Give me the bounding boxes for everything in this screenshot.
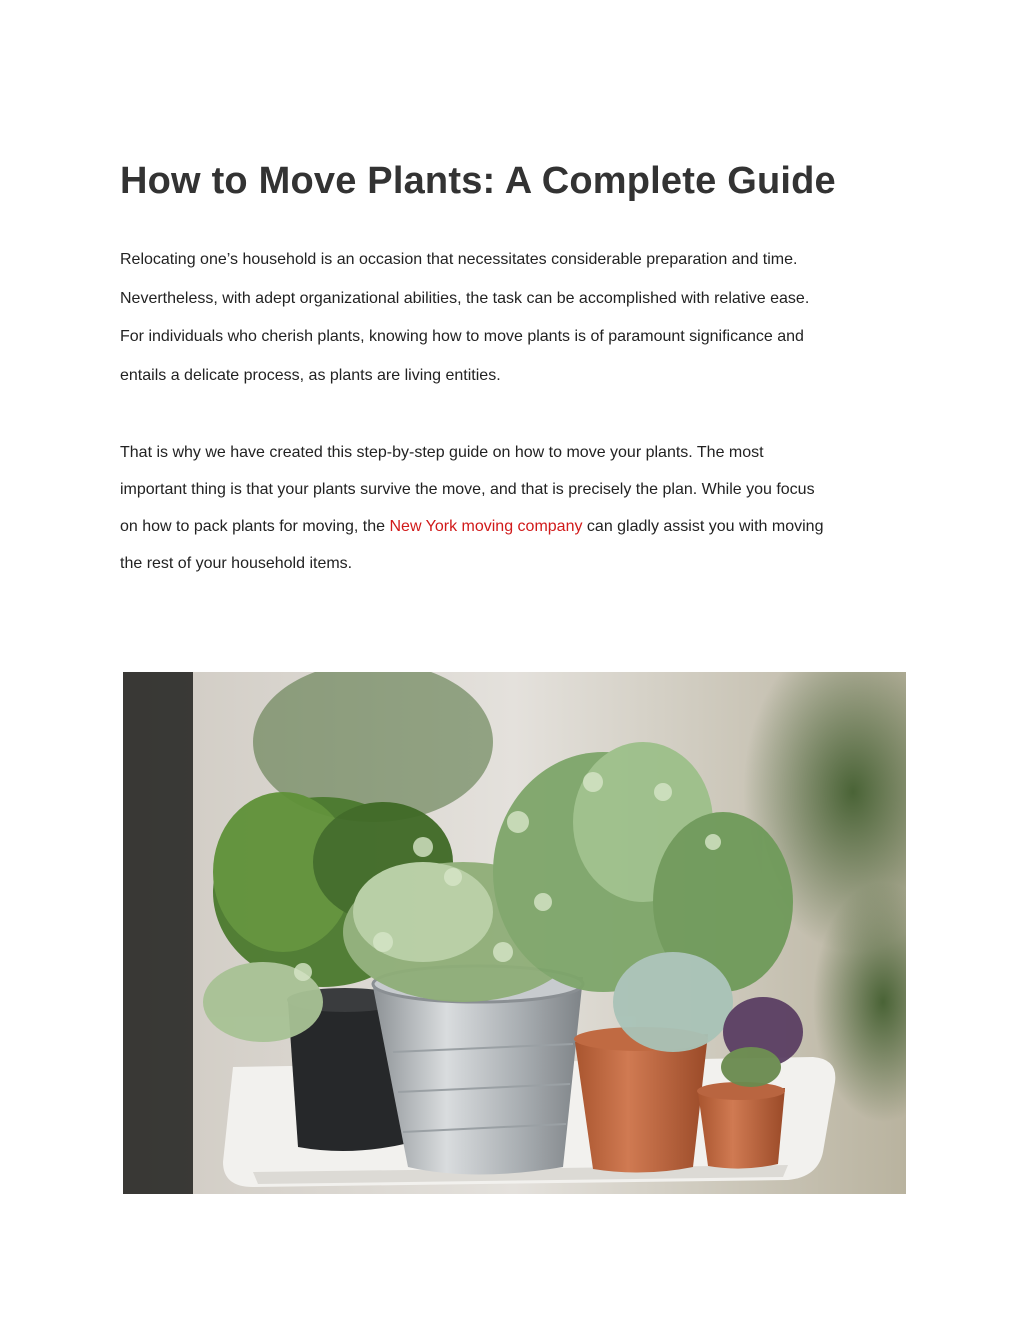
paragraph-line: Relocating one’s household is an occasion that necessitates considerable preparation and time. bbox=[120, 251, 798, 268]
line-text-after-link: can gladly assist you with moving bbox=[582, 518, 824, 535]
paragraph-line: Nevertheless, with adept organizational abilities, the task can be accomplished with relative ease. bbox=[120, 289, 810, 307]
paragraph-line: entails a delicate process, as plants are living entities. bbox=[120, 366, 501, 384]
succulents-photo bbox=[123, 672, 906, 1194]
page-title: How to Move Plants: A Complete Guide bbox=[120, 160, 836, 202]
intro-paragraph bbox=[120, 241, 910, 395]
paragraph-line: the rest of your household items. bbox=[120, 555, 353, 572]
photo-image bbox=[123, 672, 906, 1194]
line-text-before-link: on how to pack plants for moving, the bbox=[120, 518, 390, 535]
paragraph-line: important thing is that your plants survive the move, and that is precisely the plan. While you focus bbox=[120, 481, 815, 498]
paragraph-line-with-link bbox=[120, 508, 910, 545]
moving-company-link[interactable]: New York moving company bbox=[389, 518, 583, 535]
second-paragraph bbox=[120, 434, 910, 582]
paragraph-line: For individuals who cherish plants, knowing how to move plants is of paramount significance and bbox=[120, 328, 804, 345]
paragraph-line: That is why we have created this step-by-step guide on how to move your plants. The most bbox=[120, 444, 764, 461]
